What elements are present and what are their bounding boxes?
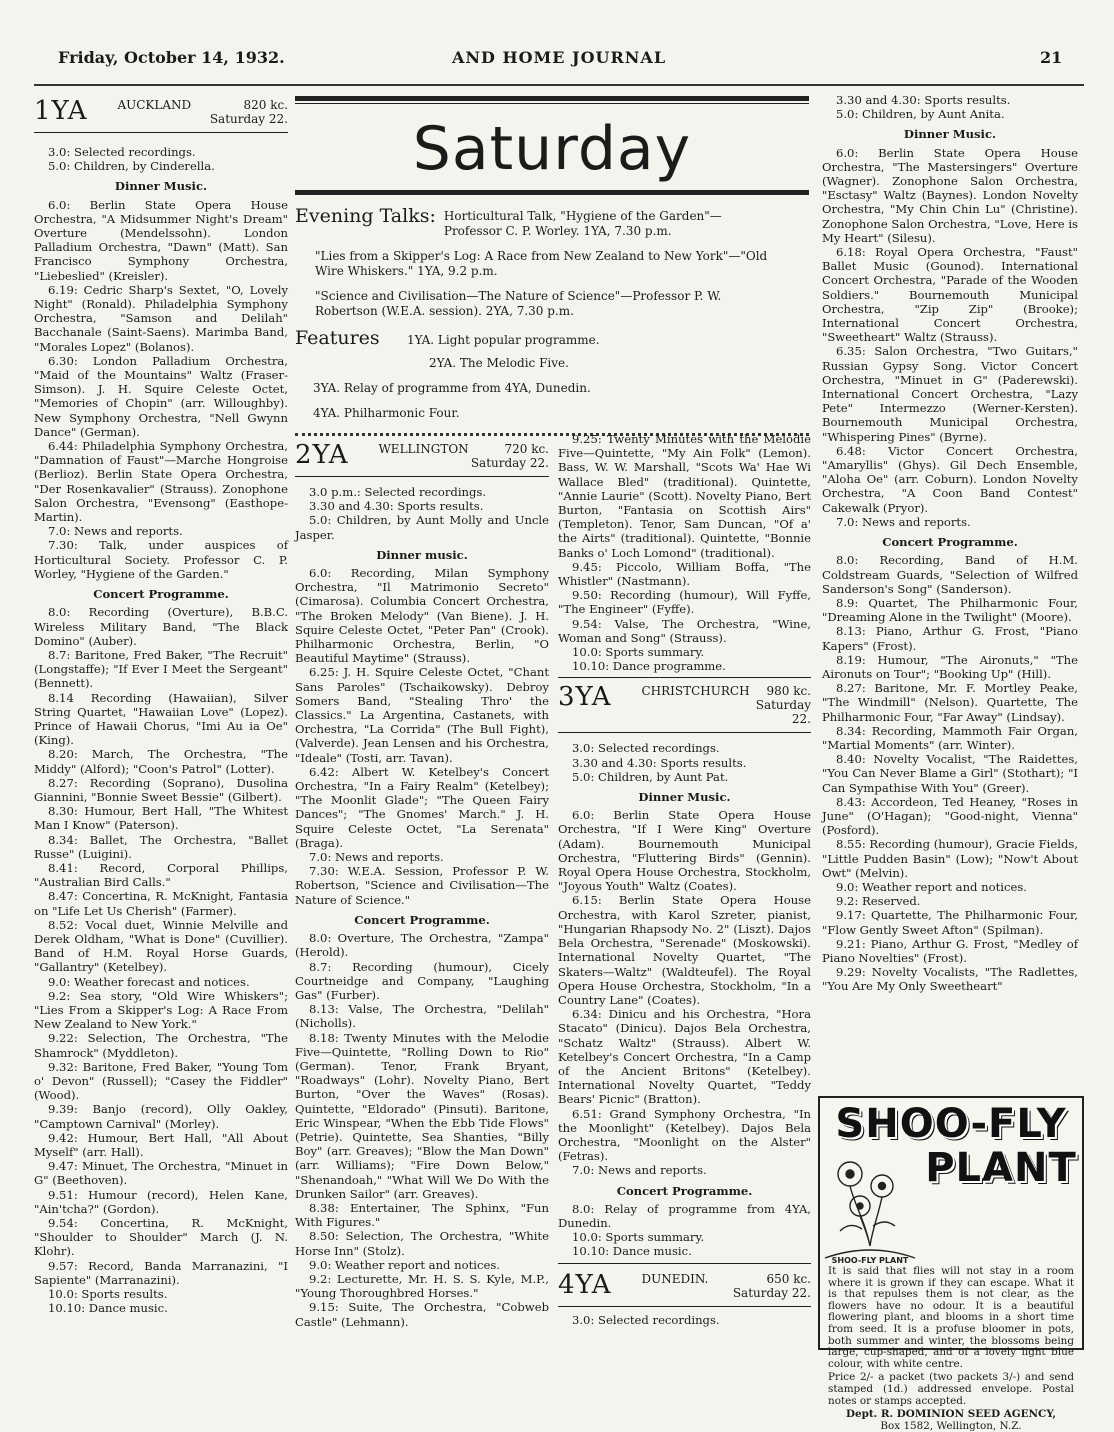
programme-item: 8.34: Recording, Mammoth Fair Organ, "Martial Moments" (arr. Winter).: [822, 723, 1078, 752]
station-call: 3YA: [558, 682, 612, 713]
programme-item: 10.10: Dance music.: [48, 1301, 168, 1316]
programme-item: 8.19: Humour, "The Aironuts," "The Aironuts on Tour"; "Booking Up" (Hill).: [822, 652, 1078, 681]
programme-item: 9.51: Humour (record), Helen Kane, "Ain'tcha?" (Gordon).: [34, 1187, 288, 1216]
box-top-rule-thin: [295, 103, 809, 104]
dinner-list: [558, 808, 811, 1177]
station-call: 4YA: [558, 1269, 612, 1300]
programme-item: 8.38: Entertainer, The Sphinx, "Fun With Figures.": [295, 1200, 549, 1230]
station-rule: [558, 732, 811, 733]
programme-item: 6.18: Royal Opera Orchestra, "Faust" Ballet Music (Gounod). International Concert Orchestra, "Parade of the Wooden Soldiers." Bournemouth Municipal Orchestra, "Zip Zip" (Brooke); International Concert Orchestra, "Sweetheart" Waltz (Strauss).: [822, 245, 1078, 345]
programme-item: 9.0: Weather report and notices.: [836, 879, 1027, 894]
ad-title-line2: PLANT: [925, 1145, 1077, 1191]
programme-item: 6.0: Recording, Milan Symphony Orchestra, "Il Matrimonio Secreto" (Cimarosa). Columbia Concert Orchestra, "The Broken Melody" (Van Biene). J. H. Squire Celeste Octet, "Peter Pan" (Crook). Philharmonic Orchestra, Berlin, "O Beautiful Maytime" (Strauss).: [295, 566, 549, 666]
station-city: WELLINGTON: [378, 442, 469, 456]
saturday-box: [295, 96, 809, 440]
programme-item: 6.35: Salon Orchestra, "Two Guitars," Russian Gypsy Song. Victor Concert Orchestra, "Minuet in G" (Paderewski). International Concert Orchestra, "Lazy Pete" Intermezzo (Werner-Kersten). Bournemouth Municipal Orchestra, "Whispering Pines" (Byrne).: [822, 344, 1078, 444]
evening-talks-label: Evening Talks:: [295, 205, 436, 227]
ad-title-line1: SHOO-FLY: [835, 1101, 1067, 1147]
programme-item: 8.47: Concertina, R. McKnight, Fantasia on "Life Let Us Cherish" (Farmer).: [34, 889, 288, 918]
intro-list: [822, 93, 1078, 121]
programme-item: 6.0: Berlin State Opera House Orchestra, "The Mastersingers" Overture (Wagner). Zonophone Salon Orchestra, "Esctasy" Waltz (Baynes). London Novelty Orchestra, "My Chin Chin Lu" (Christine). Zonophone Salon Orchestra, "Love, Here is My Heart" (Silesu).: [822, 145, 1078, 245]
programme-item: 8.30: Humour, Bert Hall, "The Whitest Man I Know" (Paterson).: [34, 804, 288, 833]
station-header-4ya: [558, 1270, 811, 1300]
programme-item: 7.30: W.E.A. Session, Professor P. W. Robertson, "Science and Civilisation—The Nature of Science.": [295, 864, 549, 907]
programme-item: 10.10: Dance music.: [572, 1244, 692, 1259]
programme-item: 9.2: Reserved.: [836, 894, 921, 909]
programme-item: 9.57: Record, Banda Marranazini, "I Sapiente" (Marranazini).: [34, 1258, 288, 1287]
programme-item: 3.0 p.m.: Selected recordings.: [309, 485, 487, 499]
concert-list: [558, 1202, 811, 1259]
station-day: Saturday 22.: [209, 112, 288, 126]
station-call: 1YA: [34, 96, 88, 126]
programme-item: 9.32: Baritone, Fred Baker, "Young Tom o' Devon" (Russell); "Casey the Fiddler" (Wood).: [34, 1059, 288, 1103]
programme-item: 8.27: Recording (Soprano), Dusolina Giannini, "Bonnie Sweet Bessie" (Gilbert).: [34, 775, 288, 804]
programme-item: 3.0: Selected recordings.: [572, 1312, 720, 1327]
programme-item: 6.44: Philadelphia Symphony Orchestra, "Damnation of Faust"—Marche Hongroise (Berlioz). Berlin State Opera Orchestra, "Der Rosenkavalier" (Strauss). Zonophone Salon Orchestra, "Evensong" (Easthope-Martin).: [34, 439, 288, 525]
programme-item: 8.0: Recording, Band of H.M. Coldstream Guards, "Selection of Wilfred Sanderson's Song" (Sanderson).: [822, 553, 1078, 596]
programme-item: 5.0: Children, by Aunt Pat.: [572, 769, 729, 784]
programme-item: 8.0: Relay of programme from 4YA, Dunedin.: [558, 1201, 811, 1230]
column-3ya: [558, 432, 811, 1327]
title-rule: [295, 190, 809, 195]
programme-item: 8.0: Overture, The Orchestra, "Zampa" (Herold).: [295, 931, 549, 960]
station-city: DUNEDIN.: [641, 1271, 709, 1286]
programme-item: 6.51: Grand Symphony Orchestra, "In the Moonlight" (Ketelbey). Dajos Bela Orchestra, "Moonlight on the Alster" (Fetras).: [558, 1106, 811, 1164]
programme-item: 8.52: Vocal duet, Winnie Melville and Derek Oldham, "What is Done" (Cuvillier). Band of H.M. Royal Horse Guards, "Gallantry" (Ketelbey).: [34, 917, 288, 975]
header-rule: [34, 84, 1084, 86]
features-row: [295, 327, 809, 349]
programme-item: 7.0: News and reports.: [48, 524, 183, 539]
programme-item: 8.13: Valse, The Orchestra, "Delilah" (Nicholls).: [295, 1002, 549, 1031]
programme-item: 9.42: Humour, Bert Hall, "All About Myself" (arr. Hall).: [34, 1130, 288, 1160]
programme-item: 6.42: Albert W. Ketelbey's Concert Orchestra, "In a Fairy Realm" (Ketelbey); "The Moonlit Glade"; "The Queen Fairy Dances"; "The Gnomes' March." J. H. Squire Celeste Octet, "La Serenata" (Braga).: [295, 764, 549, 850]
programme-item: 6.34: Dinicu and his Orchestra, "Hora Stacato" (Dinicu). Dajos Bela Orchestra, "Schatz Waltz" (Strauss). Albert W. Ketelbey's Concert Orchestra, "In a Camp of the Ancient Britons" (Ketelbey). International Novelty Quartet, "Teddy Bears' Picnic" (Bratton).: [558, 1007, 811, 1107]
programme-item: 8.9: Quartet, The Philharmonic Four, "Dreaming Alone in the Twilight" (Moore).: [822, 595, 1078, 625]
programme-item: 7.30: Talk, under auspices of Horticultural Society. Professor C. P. Worley, "Hygiene of the Garden.": [34, 538, 288, 581]
concert-heading: Concert Programme.: [882, 535, 1018, 550]
feature-item: 2YA. The Melodic Five.: [429, 356, 569, 370]
page-number: 21: [1040, 48, 1063, 67]
ad-description: It is said that flies will not stay in a room where it is grown if they can escape. What it is that repulses them is not clear, as the flowers have no odour. It is a beautiful flowering plant, and blooms in a short time from seed. It is a profuse bloomer in pots, both summer and winter, the blossoms being large, cup-shaped, and of a lovely light blue colour, with white centre.: [828, 1265, 1074, 1370]
programme-item: 6.19: Cedric Sharp's Sextet, "O, Lovely Night" (Ronald). Philadelphia Symphony Orchestra, "Samson and Delilah" Bacchanale (Saint-Saens). Marimba Band, "Morales Lopez" (Bolanos).: [34, 282, 288, 354]
programme-item: 6.15: Berlin State Opera House Orchestra, with Karol Szreter, pianist, "Hungarian Rhapsody No. 2" (Liszt). Dajos Bela Orchestra, "Serenade" (Moskowski). International Novelty Quartet, "The Skaters—Waltz" (Waldteufel). The Royal Opera House Orchestra, Stockholm, "In a Country Lane" (Coates).: [558, 893, 811, 1007]
programme-item: 9.29: Novelty Vocalists, "The Radlettes, "You Are My Only Sweetheart": [822, 965, 1078, 994]
column-1ya: [34, 96, 288, 1315]
programme-item: 3.30 and 4.30: Sports results.: [836, 93, 1011, 107]
concert-list: [822, 553, 1078, 993]
flower-illustration-icon: [820, 1146, 920, 1266]
feature-item: 3YA. Relay of programme from 4YA, Dunedin.: [313, 381, 591, 395]
programme-item: 6.0: Berlin State Opera House Orchestra, "If I Were King" Overture (Adam). Bournemouth Municipal Orchestra, "Fluttering Birds" (Gennin). Royal Opera House Orchestra, Stockholm, "Joyous Youth" Waltz (Coates).: [558, 808, 811, 894]
station-header-1ya: [34, 96, 288, 126]
programme-item: 8.27: Baritone, Mr. F. Mortley Peake, "The Windmill" (Nelson). Quartette, The Philharmonic Four, "Far Away" (Lindsay).: [822, 681, 1078, 724]
programme-item: 3.30 and 4.30: Sports results.: [572, 755, 747, 770]
programme-item: 8.7: Recording (humour), Cicely Courtneidge and Company, "Laughing Gas" (Furber).: [295, 959, 549, 1002]
programme-item: 9.2: Lecturette, Mr. H. S. S. Kyle, M.P., "Young Thoroughbred Horses.": [295, 1271, 549, 1301]
programme-item: 9.22: Selection, The Orchestra, "The Shamrock" (Myddleton).: [34, 1031, 288, 1060]
evening-talks-row: [295, 205, 809, 239]
programme-item: 9.47: Minuet, The Orchestra, "Minuet in G" (Beethoven).: [34, 1159, 288, 1188]
saturday-title: Saturday: [412, 114, 692, 184]
station-day: Saturday 22.: [755, 698, 811, 727]
programme-item: 5.0: Children, by Aunt Molly and Uncle Jasper.: [295, 513, 549, 542]
intro-list: [558, 741, 811, 784]
programme-item: 8.18: Twenty Minutes with the Melodie Five—Quintette, "Rolling Down to Rio" (German). Tenor, Frank Bryant, "Roadways" (Lohr). Novelty Piano, Bert Burton, "Over the Waves" (Rosas). Quintette, "Eldorado" (Pinsuti). Baritone, Eric Winspear, "When the Ebb Tide Flows" (Petrie). Quintette, Sea Shanties, "Billy Boy" (arr. Greaves); "Blow the Man Down" (arr. Williams); "Fire Down Below," "Shenandoah," "What Will We Do With the Drunken Sailor" (arr. Greaves).: [295, 1030, 549, 1201]
feature-item: 1YA. Light popular programme.: [407, 333, 600, 347]
programme-item: 10.0: Sports summary.: [572, 1230, 705, 1245]
bottom-list: [558, 1313, 811, 1327]
programme-item: 7.0: News and reports.: [836, 514, 971, 529]
dinner-heading: Dinner music.: [376, 547, 468, 562]
station-rule: [558, 1263, 811, 1264]
programme-item: 9.21: Piano, Arthur G. Frost, "Medley of Piano Novelties" (Frost).: [822, 936, 1078, 965]
station-rule: [558, 677, 811, 678]
issue-date: Friday, October 14, 1932.: [58, 48, 285, 67]
programme-item: 8.43: Accordeon, Ted Heaney, "Roses in June" (O'Hagan); "Good-night, Vienna" (Posford).: [822, 794, 1078, 838]
programme-item: 9.17: Quartette, The Philharmonic Four, "Flow Gently Sweet Afton" (Spilman).: [822, 908, 1078, 937]
ad-contact-line2: Box 1582, Wellington, N.Z.: [880, 1419, 1022, 1432]
box-top-rule: [295, 96, 809, 101]
programme-item: 8.13: Piano, Arthur G. Frost, "Piano Kapers" (Frost).: [822, 624, 1078, 653]
programme-item: 10.10: Dance programme.: [572, 659, 726, 674]
programme-item: 8.0: Recording (Overture), B.B.C. Wireless Military Band, "The Black Domino" (Auber).: [34, 605, 288, 648]
station-rule: [558, 1306, 811, 1307]
programme-item: 8.50: Selection, The Orchestra, "White Horse Inn" (Stolz).: [295, 1229, 549, 1258]
station-rule: [295, 476, 549, 477]
programme-item: 8.14 Recording (Hawaiian), Silver String Quartet, "Hawaiian Love" (Lopez). Prince of Hawaii Chorus, "Imi Au ia Oe" (King).: [34, 690, 288, 748]
programme-item: 9.0: Weather report and notices.: [309, 1257, 500, 1272]
programme-item: 8.7: Baritone, Fred Baker, "The Recruit" (Longstaffe); "If Ever I Meet the Sergeant" (Bennett).: [34, 647, 288, 691]
programme-item: 9.54: Concertina, R. McKnight, "Shoulder to Shoulder" March (J. N. Klohr).: [34, 1216, 288, 1259]
ad-description-top: [920, 1188, 1082, 1264]
station-call: 2YA: [295, 440, 349, 470]
programme-item: 6.48: Victor Concert Orchestra, "Amaryllis" (Ghys). Gil Dech Ensemble, "Aloha Oe" (arr. Coburn). London Novelty Orchestra, "A Coon Band Contest" Cakewalk (Pryor).: [822, 443, 1078, 515]
features-label: Features: [295, 327, 380, 349]
dinner-list: [34, 198, 288, 581]
programme-item: 10.0: Sports summary.: [572, 645, 705, 660]
station-day: Saturday 22.: [732, 1285, 811, 1300]
station-freq: 820 kc.: [243, 98, 288, 112]
ad-body: [820, 1266, 1082, 1432]
journal-title: AND HOME JOURNAL: [452, 48, 667, 67]
programme-item: 9.39: Banjo (record), Olly Oakley, "Camptown Carnival" (Morley).: [34, 1102, 288, 1131]
dinner-heading: Dinner Music.: [903, 127, 997, 142]
continued-list: [558, 432, 811, 673]
programme-item: 9.15: Suite, The Orchestra, "Cobweb Castle" (Lehmann).: [295, 1300, 549, 1329]
station-freq: 720 kc.: [504, 442, 549, 456]
programme-item: 6.25: J. H. Squire Celeste Octet, "Chant Sans Paroles" (Tschaikowsky). Debroy Somers Band, "Stealing Thro' the Classics." La Argentina, Castanets, with Orchestra, "La Corrida" (The Bull Fight), (Valverde). Jean Lensen and his Orchestra, "Ideale" (Tosti, arr. Tavan).: [295, 665, 549, 765]
station-city: CHRISTCHURCH: [641, 684, 750, 699]
dinner-heading: Dinner Music.: [638, 790, 731, 805]
programme-item: 8.20: March, The Orchestra, "The Middy" (Alford); "Coon's Patrol" (Lotter).: [34, 747, 288, 776]
programme-item: 10.0: Sports results.: [48, 1287, 168, 1302]
concert-heading: Concert Programme.: [93, 587, 229, 602]
intro-list: [295, 485, 549, 542]
talk-item: "Lies from a Skipper's Log: A Race from New Zealand to New York"—"Old Wire Whiskers." 1YA, 9.2 p.m.: [315, 249, 768, 278]
programme-item: 7.0: News and reports.: [572, 1163, 707, 1178]
programme-item: 3.0: Selected recordings.: [48, 145, 196, 159]
programme-item: 8.41: Record, Corporal Phillips, "Australian Bird Calls.": [34, 860, 288, 890]
station-freq: 980 kc.: [766, 684, 811, 699]
ad-badge: SHOO-FLY PLANT: [831, 1256, 909, 1265]
programme-item: 6.30: London Palladium Orchestra, "Maid of the Mountains" Waltz (Fraser-Simson). J. H. Squire Celeste Octet, "Memories of Chopin" (arr. Willoughby). New Symphony Orchestra, "Nell Gwynn Dance" (German).: [34, 353, 288, 439]
programme-item: 3.30 and 4.30: Sports results.: [309, 499, 484, 514]
talk-item: "Science and Civilisation—The Nature of Science"—Professor P. W. Robertson (W.E.A. session). 2YA, 7.30 p.m.: [315, 289, 722, 318]
concert-heading: Concert Programme.: [354, 912, 490, 927]
ad-body-row: [820, 1146, 1082, 1266]
station-header-3ya: [558, 682, 811, 726]
talk-item: Horticultural Talk, "Hygiene of the Garden"—Professor C. P. Worley. 1YA, 7.30 p.m.: [443, 209, 722, 238]
programme-item: 9.45: Piccolo, William Boffa, "The Whistler" (Nastmann).: [558, 559, 811, 589]
programme-item: 6.0: Berlin State Opera House Orchestra, "A Midsummer Night's Dream" Overture (Mendelssohn). London Palladium Orchestra, "Dawn" (Matt). San Francisco Symphony Orchestra, "Liebeslied" (Kreisler).: [34, 197, 288, 283]
programme-item: 8.34: Ballet, The Orchestra, "Ballet Russe" (Luigini).: [34, 832, 288, 861]
shoo-fly-ad: [818, 1096, 1084, 1432]
station-city: AUCKLAND: [117, 98, 192, 112]
programme-item: 9.50: Recording (humour), Will Fyffe, "The Engineer" (Fyffe).: [558, 588, 811, 617]
feature-item: 4YA. Philharmonic Four.: [313, 406, 460, 420]
station-rule: [34, 132, 288, 133]
intro-list: [34, 145, 288, 173]
column-4ya: [822, 93, 1078, 994]
programme-item: 8.55: Recording (humour), Gracie Fields, "Little Pudden Basin" (Low); "Now't About Owt" (Melvin).: [822, 837, 1078, 880]
concert-heading: Concert Programme.: [616, 1183, 753, 1198]
programme-item: 9.54: Valse, The Orchestra, "Wine, Woman and Song" (Strauss).: [558, 616, 811, 645]
column-2ya: [295, 440, 549, 1329]
dinner-list: [295, 566, 549, 907]
ad-contact-line1: Dept. R. DOMINION SEED AGENCY,: [845, 1408, 1057, 1421]
station-day: Saturday 22.: [470, 456, 549, 470]
concert-list: [295, 931, 549, 1329]
programme-item: 3.0: Selected recordings.: [572, 741, 720, 756]
ad-price: Price 2/- a packet (two packets 3/-) and send stamped (1d.) addressed envelope. Postal notes or stamps accepted.: [828, 1371, 1074, 1407]
dinner-list: [822, 146, 1078, 529]
programme-item: 5.0: Children, by Cinderella.: [48, 159, 215, 174]
programme-item: 5.0: Children, by Aunt Anita.: [836, 107, 1005, 122]
ad-side: [920, 1146, 1082, 1264]
station-header-2ya: [295, 440, 549, 470]
station-freq: 650 kc.: [766, 1271, 811, 1286]
programme-item: 7.0: News and reports.: [309, 850, 444, 865]
programme-item: 9.25: Twenty Minutes with the Melodie Five—Quintette, "My Ain Folk" (Lemon). Bass, W. W. Marshall, "Scots Wa' Hae Wi Wallace Bled" (traditional). Quintette, "Annie Laurie" (Scott). Novelty Piano, Bert Burton, "Fantasia on Scottish Airs" (Templeton). Tenor, Sam Duncan, "Of a' the Airts" (traditional). Quintette, "Bonnie Banks o' Loch Lomond" (traditional).: [558, 432, 811, 560]
programme-item: 9.2: Sea story, "Old Wire Whiskers"; "Lies From a Skipper's Log: A Race From New Zealand to New York.": [34, 988, 288, 1032]
programme-item: 9.0: Weather forecast and notices.: [48, 974, 250, 989]
programme-item: 8.40: Novelty Vocalist, "The Raidettes, "You Can Never Blame a Girl" (Stothart); "I Can Sympathise With You" (Greer).: [822, 752, 1078, 795]
dinner-heading: Dinner Music.: [114, 179, 208, 194]
concert-list: [34, 605, 288, 1315]
